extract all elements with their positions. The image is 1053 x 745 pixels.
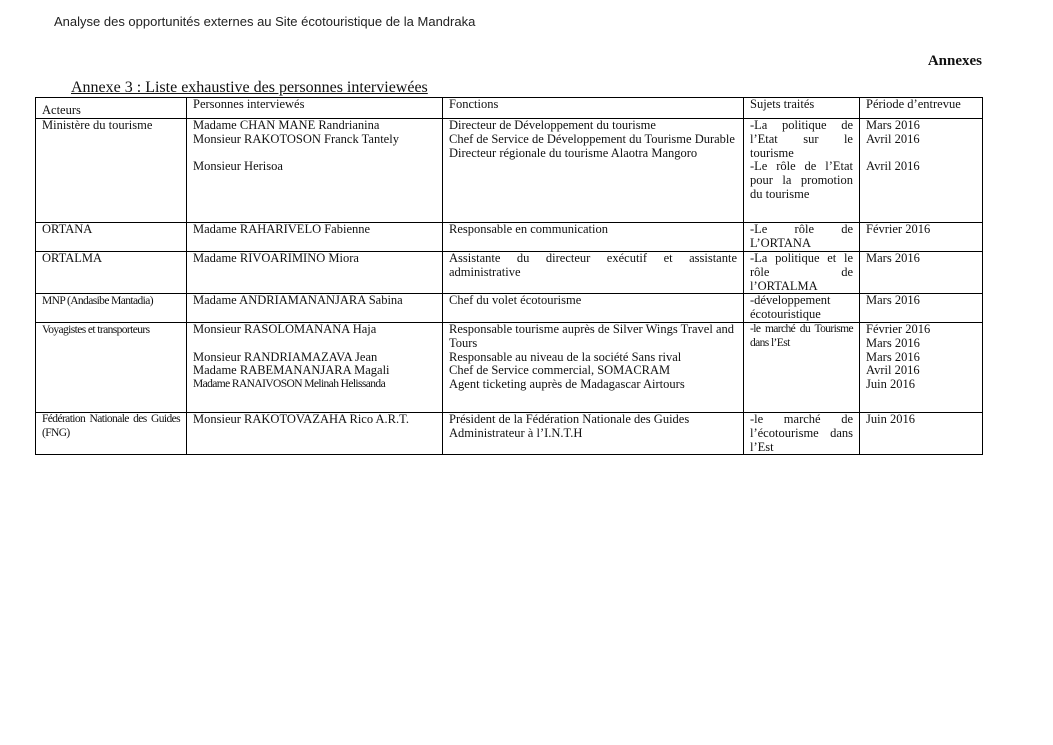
function-text: Directeur régionale du tourisme Alaotra Mangoro: [449, 145, 698, 160]
subject-text: -développement écotouristique: [750, 293, 831, 322]
acteur-name: Ministère du tourisme: [42, 118, 153, 132]
person-name: Madame RABEMANANJARA Magali: [193, 363, 390, 378]
cell-sujets: [744, 223, 860, 252]
person-name: Madame RIVOARIMINO Miora: [193, 251, 359, 265]
section-title: Annexes: [927, 53, 982, 69]
function-text: Responsable en communication: [449, 222, 608, 236]
cell-periode: [860, 322, 983, 412]
cell-fonctions: [443, 119, 744, 223]
cell-fonctions: [443, 252, 744, 294]
acteur-name: MNP (Andasibe Mantadia): [42, 295, 153, 308]
cell-personnes: [187, 412, 443, 454]
cell-periode: [860, 223, 983, 252]
period-text: Mars 2016: [866, 293, 920, 308]
function-text: Assistante du directeur exécutif et assistante administrative: [449, 251, 737, 279]
acteur-name: Voyagistes et transporteurs: [42, 323, 150, 336]
person-name: Monsieur RASOLOMANANA Haja: [193, 321, 377, 336]
person-name: Madame ANDRIAMANANJARA Sabina: [193, 293, 403, 308]
person-name: Madame RANAIVOSON Melinah Helissanda: [193, 378, 386, 391]
period-text: Juin 2016: [866, 411, 915, 426]
annex-title: Annexe 3 : Liste exhaustive des personnes interviewées: [71, 79, 428, 96]
table-row-voyagistes: [36, 322, 983, 412]
column-header-periode: Période d’entrevue: [860, 98, 983, 119]
function-text: Administrateur à l’I.N.T.H: [449, 425, 583, 440]
function-text: Responsable tourisme auprès de Silver Wings Travel and Tours: [449, 321, 734, 350]
cell-acteur: [36, 294, 187, 323]
function-text: Directeur de Développement du tourisme: [449, 118, 656, 132]
table-row-ministere: [36, 119, 983, 223]
running-header: Analyse des opportunités externes au Site écotouristique de la Mandraka: [54, 14, 476, 29]
period-text: Avril 2016: [866, 363, 920, 378]
period-text: Avril 2016: [866, 159, 920, 174]
period-text: Mars 2016: [866, 349, 920, 364]
person-name: Monsieur RAKOTOSON Franck Tantely: [193, 131, 399, 146]
person-name: Monsieur Herisoa: [193, 159, 283, 174]
cell-periode: [860, 294, 983, 323]
column-header-acteurs: Acteurs: [36, 98, 187, 119]
cell-fonctions: [443, 322, 744, 412]
cell-acteur: [36, 119, 187, 223]
cell-personnes: [187, 252, 443, 294]
cell-personnes: [187, 322, 443, 412]
cell-fonctions: [443, 223, 744, 252]
cell-periode: [860, 412, 983, 454]
cell-fonctions: [443, 412, 744, 454]
cell-personnes: [187, 294, 443, 323]
period-text: Mars 2016: [866, 335, 920, 350]
cell-fonctions: [443, 294, 744, 323]
cell-personnes: [187, 119, 443, 223]
function-text: Chef de Service de Développement du Tourisme Durable: [449, 131, 735, 146]
cell-sujets: [744, 252, 860, 294]
subject-text: -le marché de l’écotourisme dans l’Est: [750, 411, 853, 454]
function-text: Président de la Fédération Nationale des Guides: [449, 411, 690, 426]
person-name: Monsieur RAKOTOVAZAHA Rico A.R.T.: [193, 411, 409, 426]
column-header-personnes: Personnes interviewés: [187, 98, 443, 119]
function-text: Responsable au niveau de la société Sans rival: [449, 349, 682, 364]
period-text: Juin 2016: [866, 377, 915, 392]
subject-text: -Le rôle de l’Etat pour la promotion du tourisme: [750, 159, 853, 201]
cell-sujets: [744, 412, 860, 454]
cell-sujets: [744, 294, 860, 323]
function-text: Agent ticketing auprès de Madagascar Airtours: [449, 377, 685, 392]
cell-periode: [860, 119, 983, 223]
cell-acteur: [36, 252, 187, 294]
subject-text: -La politique et le rôle de l’ORTALMA: [750, 251, 853, 293]
subject-text: -le marché du Tourisme dans l’Est: [750, 322, 853, 349]
cell-sujets: [744, 119, 860, 223]
cell-acteur: [36, 322, 187, 412]
period-text: Mars 2016: [866, 118, 920, 132]
function-text: Chef de Service commercial, SOMACRAM: [449, 363, 671, 378]
person-name: Madame RAHARIVELO Fabienne: [193, 222, 371, 236]
function-text: Chef du volet écotourisme: [449, 293, 582, 308]
table-header-row: [36, 98, 983, 119]
person-name: Madame CHAN MANE Randrianina: [193, 118, 380, 132]
cell-sujets: [744, 322, 860, 412]
subject-text: -La politique de l’Etat sur le tourisme: [750, 118, 853, 160]
period-text: Février 2016: [866, 222, 931, 236]
interviews-table: [35, 97, 983, 455]
table-row-fng: [36, 412, 983, 454]
period-text: Avril 2016: [866, 131, 920, 146]
acteur-name: Fédération Nationale des Guides (FNG): [42, 412, 180, 439]
table-row-ortana: [36, 223, 983, 252]
subject-text: -Le rôle de L’ORTANA: [750, 222, 853, 250]
column-header-fonctions: Fonctions: [443, 98, 744, 119]
cell-personnes: [187, 223, 443, 252]
cell-periode: [860, 252, 983, 294]
column-header-sujets: Sujets traités: [744, 98, 860, 119]
acteur-name: ORTANA: [42, 222, 93, 236]
acteur-name: ORTALMA: [42, 251, 103, 265]
table-row-ortalma: [36, 252, 983, 294]
person-name: Monsieur RANDRIAMAZAVA Jean: [193, 349, 378, 364]
period-text: Février 2016: [866, 321, 931, 336]
table-row-mnp: [36, 294, 983, 323]
period-text: Mars 2016: [866, 251, 920, 265]
cell-acteur: [36, 412, 187, 454]
cell-acteur: [36, 223, 187, 252]
